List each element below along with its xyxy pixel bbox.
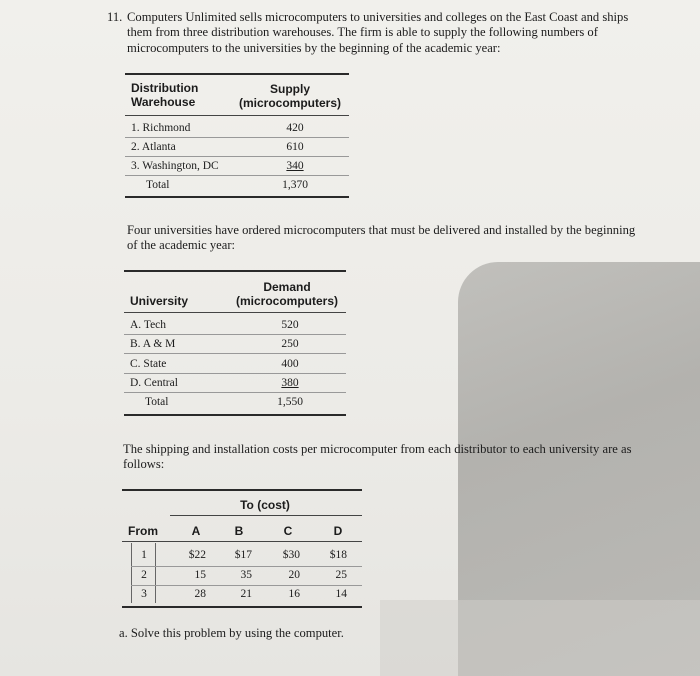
supply-total-label: Total	[146, 179, 170, 191]
problem-intro-text: Computers Unlimited sells microcomputers to universities and colleges on the East Coast and ships them from three distribution warehouses. The firm is able to supply the following numbers of microcomputers to the universities by the beginning of the academic year:	[127, 10, 629, 55]
supply-row-name: 3. Washington, DC	[131, 160, 219, 172]
supply-col1-header-line1: Distribution	[131, 81, 199, 95]
supply-col2-header-line1: Supply	[269, 82, 310, 96]
cost-from-value: 1	[141, 549, 147, 561]
supply-row-name: 1. Richmond	[131, 122, 191, 134]
demand-row-name: A. Tech	[130, 319, 167, 331]
cost-cell: 15	[194, 569, 206, 581]
cost-cell: $17	[234, 549, 252, 561]
cost-table-title: To (cost)	[240, 498, 290, 512]
question-a: a. Solve this problem by using the computer.	[119, 626, 344, 640]
supply-row-value: 340	[286, 160, 304, 172]
supply-row-value: 610	[286, 141, 304, 153]
demand-total-label: Total	[145, 396, 169, 408]
demand-total-value: 1,550	[277, 396, 303, 408]
supply-row-name: 2. Atlanta	[131, 141, 176, 153]
cost-cell: 21	[240, 588, 252, 600]
cost-col-header: D	[333, 524, 343, 538]
cost-cell: 28	[194, 588, 206, 600]
cost-col-header: A	[191, 524, 201, 538]
demand-row-name: D. Central	[130, 377, 178, 389]
cost-intro-text: The shipping and installation costs per microcomputer from each distributor to each university are as follows:	[123, 442, 632, 472]
demand-row-value: 250	[281, 338, 299, 350]
problem-number: 11.	[107, 10, 123, 24]
demand-row-value: 380	[281, 377, 299, 389]
cost-col-header: C	[283, 524, 293, 538]
demand-row-value: 400	[281, 358, 299, 370]
supply-col2-header-line2: (microcomputers)	[238, 96, 342, 110]
cost-cell: 16	[288, 588, 300, 600]
cost-cell: 20	[288, 569, 300, 581]
cost-from-value: 2	[141, 569, 147, 581]
supply-total-value: 1,370	[282, 179, 308, 191]
demand-row-value: 520	[281, 319, 299, 331]
cost-cell: $30	[282, 549, 300, 561]
cost-cell: 25	[335, 569, 347, 581]
demand-col1-header: University	[130, 294, 189, 308]
demand-intro-text: Four universities have ordered microcomputers that must be delivered and installed by the beginning of the academic year:	[127, 223, 636, 253]
problem-intro	[107, 10, 637, 56]
demand-col2-header-line1: Demand	[263, 280, 311, 294]
demand-col2-header-line2: (microcomputers)	[235, 294, 339, 308]
demand-row-name: B. A & M	[130, 338, 176, 350]
cost-cell: 14	[335, 588, 347, 600]
cost-cell: $18	[329, 549, 347, 561]
demand-row-name: C. State	[130, 358, 167, 370]
supply-row-value: 420	[286, 122, 304, 134]
cost-cell: 35	[240, 569, 252, 581]
cost-col-header: B	[234, 524, 244, 538]
cost-from-header: From	[128, 524, 158, 538]
supply-col1-header-line2: Warehouse	[131, 95, 196, 109]
cost-from-value: 3	[141, 588, 147, 600]
cost-cell: $22	[188, 549, 206, 561]
